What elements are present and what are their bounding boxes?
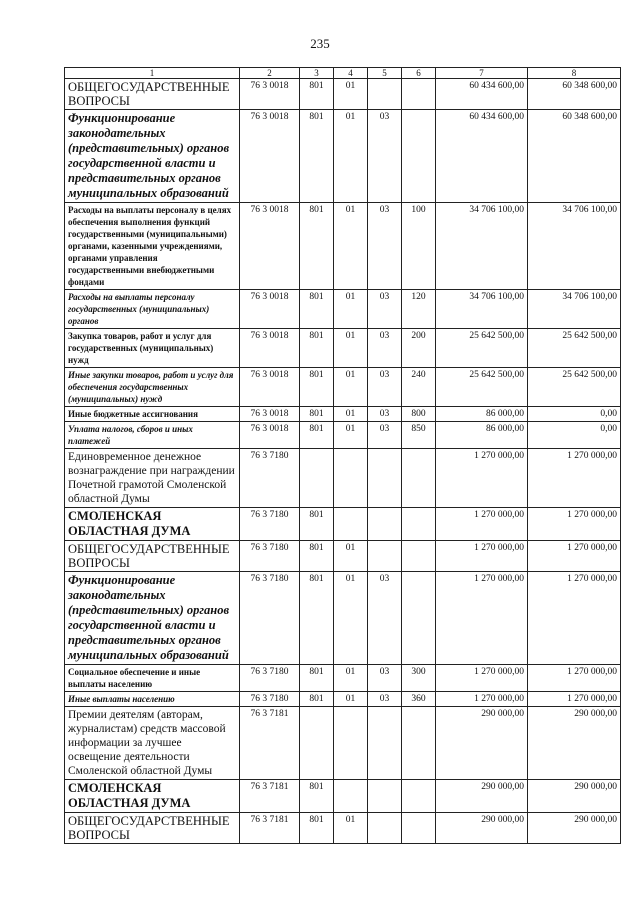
table-row	[65, 707, 621, 780]
column-header: 3	[300, 68, 334, 79]
subsection-code	[368, 79, 402, 110]
target-article-code: 76 3 0018	[240, 203, 300, 290]
section-code	[334, 508, 368, 541]
target-article-code: 76 3 7181	[240, 813, 300, 844]
amount-year-2: 60 348 600,00	[528, 110, 621, 203]
section-code: 01	[334, 407, 368, 422]
amount-year-2: 290 000,00	[528, 707, 621, 780]
column-number-row	[65, 68, 621, 79]
target-article-code: 76 3 0018	[240, 422, 300, 449]
expense-type-code: 120	[402, 290, 436, 329]
expense-type-code	[402, 449, 436, 508]
item-name: Уплата налогов, сборов и иных платежей	[65, 422, 240, 449]
expense-type-code	[402, 572, 436, 665]
subsection-code	[368, 541, 402, 572]
item-name: Иные выплаты населению	[65, 692, 240, 707]
amount-year-2: 0,00	[528, 407, 621, 422]
target-article-code: 76 3 0018	[240, 407, 300, 422]
target-article-code: 76 3 0018	[240, 290, 300, 329]
section-code: 01	[334, 290, 368, 329]
target-article-code: 76 3 0018	[240, 110, 300, 203]
column-header: 4	[334, 68, 368, 79]
budget-table	[64, 67, 621, 844]
amount-year-1: 60 434 600,00	[436, 110, 528, 203]
amount-year-2: 34 706 100,00	[528, 290, 621, 329]
subsection-code	[368, 707, 402, 780]
amount-year-1: 25 642 500,00	[436, 329, 528, 368]
item-name: Социальное обеспечение и иные выплаты населению	[65, 665, 240, 692]
ministry-code: 801	[300, 79, 334, 110]
amount-year-1: 25 642 500,00	[436, 368, 528, 407]
target-article-code: 76 3 7180	[240, 692, 300, 707]
item-name: Функционирование законодательных (представительных) органов государственной власти и представительных органов муниципальных образований	[65, 110, 240, 203]
section-code: 01	[334, 572, 368, 665]
target-article-code: 76 3 7180	[240, 665, 300, 692]
table-row	[65, 110, 621, 203]
ministry-code: 801	[300, 290, 334, 329]
subsection-code	[368, 449, 402, 508]
subsection-code: 03	[368, 290, 402, 329]
subsection-code: 03	[368, 329, 402, 368]
amount-year-2: 60 348 600,00	[528, 79, 621, 110]
amount-year-2: 1 270 000,00	[528, 572, 621, 665]
item-name: ОБЩЕГОСУДАРСТВЕННЫЕ ВОПРОСЫ	[65, 79, 240, 110]
subsection-code: 03	[368, 665, 402, 692]
item-name: Расходы на выплаты персоналу государственных (муниципальных) органов	[65, 290, 240, 329]
amount-year-2: 1 270 000,00	[528, 665, 621, 692]
item-name: Расходы на выплаты персоналу в целях обеспечения выполнения функций государственными (муниципальными) органами, казенными учреждениями, органами управления государственными внебюджетными фондами	[65, 203, 240, 290]
target-article-code: 76 3 0018	[240, 79, 300, 110]
subsection-code: 03	[368, 407, 402, 422]
amount-year-2: 34 706 100,00	[528, 203, 621, 290]
ministry-code: 801	[300, 407, 334, 422]
section-code	[334, 449, 368, 508]
expense-type-code: 800	[402, 407, 436, 422]
column-header: 2	[240, 68, 300, 79]
ministry-code: 801	[300, 665, 334, 692]
item-name: СМОЛЕНСКАЯ ОБЛАСТНАЯ ДУМА	[65, 780, 240, 813]
target-article-code: 76 3 0018	[240, 368, 300, 407]
expense-type-code: 850	[402, 422, 436, 449]
table-row	[65, 368, 621, 407]
subsection-code	[368, 780, 402, 813]
section-code: 01	[334, 368, 368, 407]
section-code: 01	[334, 665, 368, 692]
table-row	[65, 329, 621, 368]
item-name: ОБЩЕГОСУДАРСТВЕННЫЕ ВОПРОСЫ	[65, 813, 240, 844]
amount-year-1: 34 706 100,00	[436, 203, 528, 290]
amount-year-2: 1 270 000,00	[528, 692, 621, 707]
expense-type-code: 300	[402, 665, 436, 692]
table-row	[65, 665, 621, 692]
item-name: Единовременное денежное вознаграждение при награждении Почетной грамотой Смоленской областной Думы	[65, 449, 240, 508]
amount-year-1: 1 270 000,00	[436, 449, 528, 508]
amount-year-2: 1 270 000,00	[528, 508, 621, 541]
ministry-code: 801	[300, 813, 334, 844]
table-row	[65, 692, 621, 707]
table-row	[65, 422, 621, 449]
ministry-code: 801	[300, 572, 334, 665]
target-article-code: 76 3 7180	[240, 449, 300, 508]
subsection-code	[368, 508, 402, 541]
section-code	[334, 780, 368, 813]
ministry-code	[300, 707, 334, 780]
expense-type-code	[402, 508, 436, 541]
expense-type-code: 360	[402, 692, 436, 707]
amount-year-1: 1 270 000,00	[436, 541, 528, 572]
amount-year-2: 25 642 500,00	[528, 368, 621, 407]
column-header: 1	[65, 68, 240, 79]
amount-year-2: 290 000,00	[528, 813, 621, 844]
subsection-code: 03	[368, 368, 402, 407]
table-row	[65, 79, 621, 110]
section-code	[334, 707, 368, 780]
amount-year-1: 86 000,00	[436, 422, 528, 449]
target-article-code: 76 3 7181	[240, 780, 300, 813]
amount-year-1: 34 706 100,00	[436, 290, 528, 329]
ministry-code: 801	[300, 329, 334, 368]
ministry-code: 801	[300, 508, 334, 541]
amount-year-2: 25 642 500,00	[528, 329, 621, 368]
section-code: 01	[334, 692, 368, 707]
expense-type-code	[402, 813, 436, 844]
subsection-code: 03	[368, 422, 402, 449]
expense-type-code: 100	[402, 203, 436, 290]
expense-type-code: 240	[402, 368, 436, 407]
amount-year-1: 1 270 000,00	[436, 508, 528, 541]
ministry-code	[300, 449, 334, 508]
section-code: 01	[334, 541, 368, 572]
ministry-code: 801	[300, 110, 334, 203]
target-article-code: 76 3 7180	[240, 572, 300, 665]
amount-year-1: 290 000,00	[436, 707, 528, 780]
table-row	[65, 449, 621, 508]
ministry-code: 801	[300, 692, 334, 707]
expense-type-code	[402, 780, 436, 813]
table-row	[65, 290, 621, 329]
ministry-code: 801	[300, 541, 334, 572]
amount-year-1: 1 270 000,00	[436, 692, 528, 707]
subsection-code: 03	[368, 110, 402, 203]
subsection-code	[368, 813, 402, 844]
ministry-code: 801	[300, 780, 334, 813]
amount-year-2: 290 000,00	[528, 780, 621, 813]
table-row	[65, 813, 621, 844]
column-header: 7	[436, 68, 528, 79]
section-code: 01	[334, 422, 368, 449]
item-name: Иные закупки товаров, работ и услуг для обеспечения государственных (муниципальных) нужд	[65, 368, 240, 407]
subsection-code: 03	[368, 572, 402, 665]
ministry-code: 801	[300, 422, 334, 449]
subsection-code: 03	[368, 203, 402, 290]
table-row	[65, 572, 621, 665]
section-code: 01	[334, 329, 368, 368]
amount-year-1: 290 000,00	[436, 813, 528, 844]
expense-type-code	[402, 707, 436, 780]
amount-year-1: 1 270 000,00	[436, 572, 528, 665]
column-header: 8	[528, 68, 621, 79]
expense-type-code	[402, 110, 436, 203]
table-row	[65, 203, 621, 290]
section-code: 01	[334, 203, 368, 290]
item-name: Функционирование законодательных (представительных) органов государственной власти и представительных органов муниципальных образований	[65, 572, 240, 665]
target-article-code: 76 3 7180	[240, 541, 300, 572]
ministry-code: 801	[300, 203, 334, 290]
amount-year-1: 86 000,00	[436, 407, 528, 422]
expense-type-code	[402, 541, 436, 572]
target-article-code: 76 3 0018	[240, 329, 300, 368]
column-header: 5	[368, 68, 402, 79]
item-name: ОБЩЕГОСУДАРСТВЕННЫЕ ВОПРОСЫ	[65, 541, 240, 572]
section-code: 01	[334, 79, 368, 110]
section-code: 01	[334, 813, 368, 844]
column-header: 6	[402, 68, 436, 79]
item-name: СМОЛЕНСКАЯ ОБЛАСТНАЯ ДУМА	[65, 508, 240, 541]
table-row	[65, 541, 621, 572]
expense-type-code: 200	[402, 329, 436, 368]
subsection-code: 03	[368, 692, 402, 707]
table-row	[65, 407, 621, 422]
expense-type-code	[402, 79, 436, 110]
target-article-code: 76 3 7180	[240, 508, 300, 541]
ministry-code: 801	[300, 368, 334, 407]
amount-year-1: 60 434 600,00	[436, 79, 528, 110]
table-row	[65, 508, 621, 541]
item-name: Иные бюджетные ассигнования	[65, 407, 240, 422]
item-name: Премии деятелям (авторам, журналистам) средств массовой информации за лучшее освещение деятельности Смоленской областной Думы	[65, 707, 240, 780]
item-name: Закупка товаров, работ и услуг для государственных (муниципальных) нужд	[65, 329, 240, 368]
table-row	[65, 780, 621, 813]
page-number: 235	[310, 36, 330, 51]
amount-year-1: 1 270 000,00	[436, 665, 528, 692]
amount-year-2: 1 270 000,00	[528, 449, 621, 508]
amount-year-2: 1 270 000,00	[528, 541, 621, 572]
target-article-code: 76 3 7181	[240, 707, 300, 780]
section-code: 01	[334, 110, 368, 203]
amount-year-1: 290 000,00	[436, 780, 528, 813]
amount-year-2: 0,00	[528, 422, 621, 449]
